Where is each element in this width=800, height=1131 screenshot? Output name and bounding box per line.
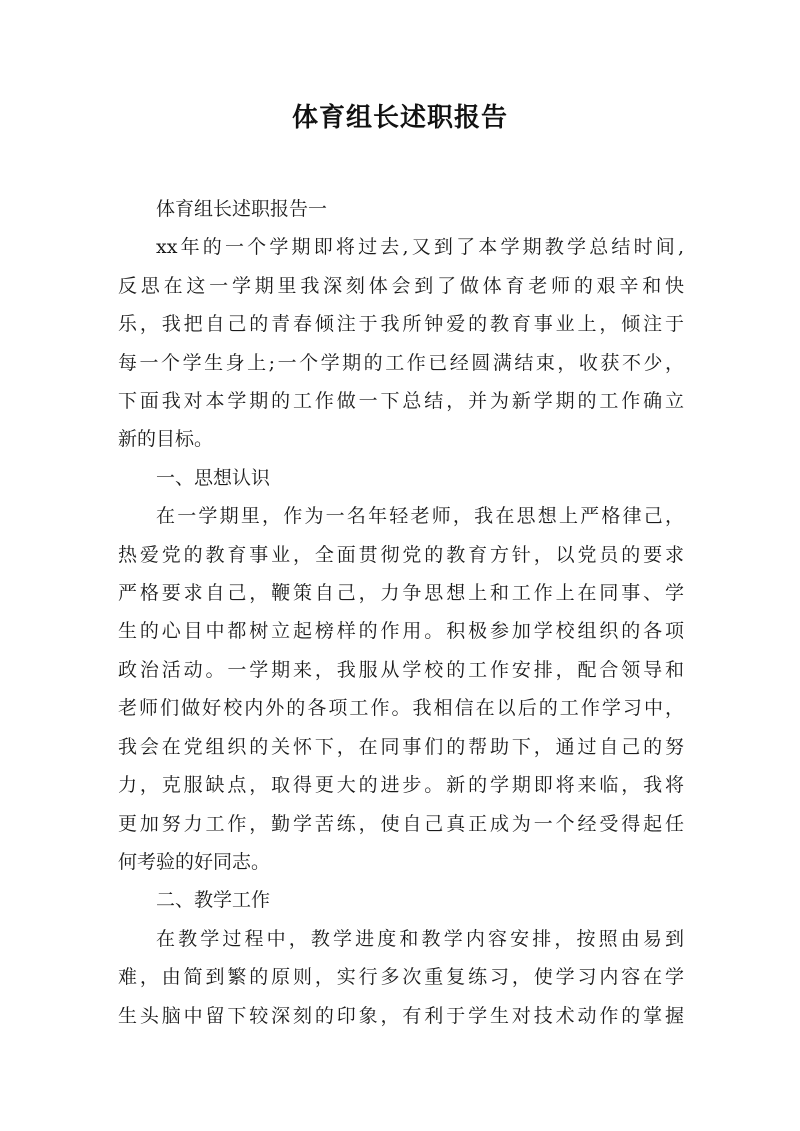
paragraph-line: 更加努力工作，勤学苦练，使自己真正成为一个经受得起任 [118,812,684,835]
paragraph-line: 反思在这一学期里我深刻体会到了做体育老师的艰辛和快 [118,274,684,297]
paragraph-line: 我会在党组织的关怀下，在同事们的帮助下，通过自己的努 [118,735,684,758]
document-title: 体育组长述职报告 [291,103,508,133]
paragraph-line: 力，克服缺点，取得更大的进步。新的学期即将来临，我将 [118,774,684,797]
paragraph-line: 热爱党的教育事业，全面贯彻党的教育方针，以党员的要求 [118,543,684,566]
paragraph-line: 政治活动。一学期来，我服从学校的工作安排，配合领导和 [118,658,684,681]
section-heading: 二、教学工作 [156,889,271,912]
paragraph-line: xx年的一个学期即将过去,又到了本学期教学总结时间, [156,236,684,259]
paragraph-line: 生头脑中留下较深刻的印象，有利于学生对技术动作的掌握 [118,1004,684,1027]
paragraph-line: 在教学过程中，教学进度和教学内容安排，按照由易到 [156,927,684,950]
paragraph-line: 老师们做好校内外的各项工作。我相信在以后的工作学习中， [118,697,684,720]
paragraph-line: 何考验的好同志。 [118,850,271,873]
paragraph-line: 下面我对本学期的工作做一下总结，并为新学期的工作确立 [118,390,684,413]
document-body [118,190,684,1035]
paragraph-line: 新的目标。 [118,428,214,451]
paragraph-line: 严格要求自己，鞭策自己，力争思想上和工作上在同事、学 [118,582,684,605]
paragraph-line: 乐，我把自己的青春倾注于我所钟爱的教育事业上，倾注于 [118,313,684,336]
section-heading: 一、思想认识 [156,466,271,489]
paragraph-line: 生的心目中都树立起榜样的作用。积极参加学校组织的各项 [118,620,684,643]
section-heading: 体育组长述职报告一 [156,198,328,220]
paragraph-line: 在一学期里，作为一名年轻老师，我在思想上严格律己， [156,505,684,528]
paragraph-line: 每一个学生身上;一个学期的工作已经圆满结束，收获不少， [118,351,684,374]
paragraph-line: 难，由简到繁的原则，实行多次重复练习，使学习内容在学 [118,966,684,989]
